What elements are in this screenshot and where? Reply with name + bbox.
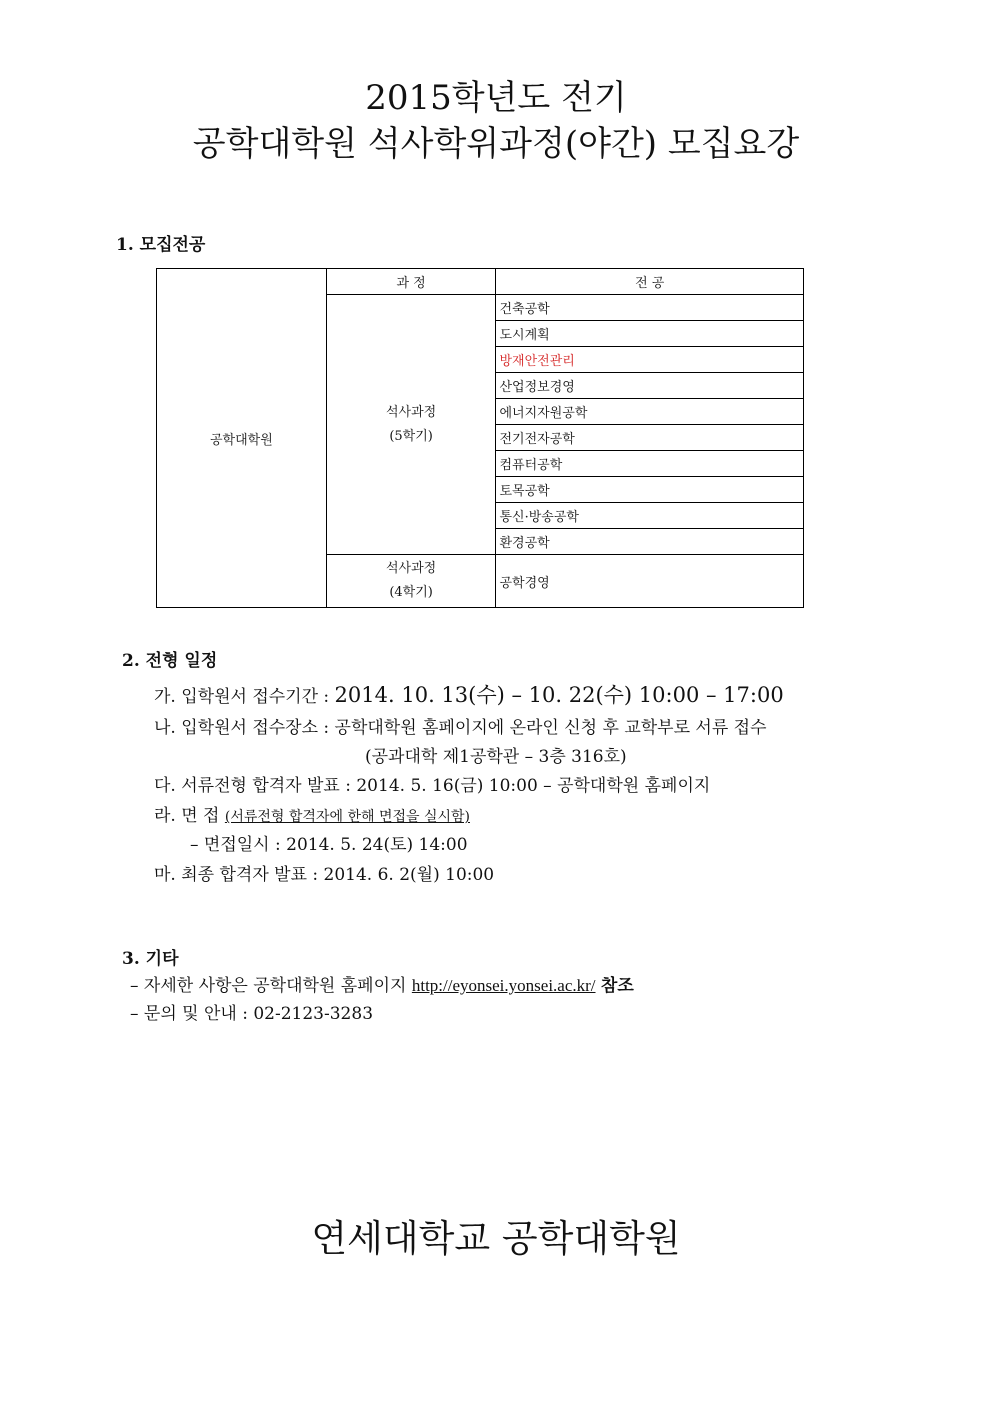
major-cell: 공학경영: [496, 555, 804, 608]
application-period-value: 2014. 10. 13(수) – 10. 22(수) 10:00 – 17:00: [334, 683, 784, 707]
section1-heading: 1. 모집전공: [116, 235, 206, 255]
course-4-name: 석사과정: [385, 561, 437, 576]
footer-institution: 연세대학교 공학대학원: [311, 1217, 681, 1260]
schedule-application-period: [154, 679, 784, 709]
major-cell: 토목공학: [496, 477, 804, 503]
schedule-interview: [154, 801, 470, 826]
etc-homepage-text: – 자세한 사항은 공학대학원 홈페이지: [130, 976, 407, 996]
document-title-line2: 공학대학원 석사학위과정(야간) 모집요강: [192, 124, 800, 164]
course-5-term: (5학기): [389, 428, 433, 444]
major-cell: 건축공학: [496, 295, 804, 321]
interview-label: 라. 면 접: [154, 806, 220, 826]
major-cell: 산업정보경영: [496, 373, 804, 399]
course-4-cell: [326, 555, 496, 608]
course-5-cell: [326, 295, 496, 555]
application-place-detail: (공과대학 제1공학관 – 3층 316호): [365, 747, 627, 767]
schedule-application-place: 나. 입학원서 접수장소 : 공학대학원 홈페이지에 온라인 신청 후 교학부로 서류 접수: [154, 718, 767, 738]
document-title-line1: 2015학년도 전기: [365, 78, 627, 118]
etc-homepage-suffix: 참조: [600, 976, 634, 996]
major-cell: 환경공학: [496, 529, 804, 555]
interview-date: – 면접일시 : 2014. 5. 24(토) 14:00: [190, 835, 468, 855]
course-5-name: 석사과정: [385, 404, 437, 420]
major-cell: 통신·방송공학: [496, 503, 804, 529]
major-cell: 도시계획: [496, 321, 804, 347]
etc-homepage-line: [130, 971, 634, 996]
schedule-document-result: 다. 서류전형 합격자 발표 : 2014. 5. 16(금) 10:00 – 공학대학원 홈페이지: [154, 776, 711, 796]
school-cell: 공학대학원: [157, 269, 327, 608]
major-cell-highlighted: 방재안전관리: [496, 347, 804, 373]
section2-heading: 2. 전형 일정: [122, 651, 218, 671]
major-cell: 컴퓨터공학: [496, 451, 804, 477]
schedule-final-result: 마. 최종 합격자 발표 : 2014. 6. 2(월) 10:00: [154, 865, 495, 885]
major-cell: 전기전자공학: [496, 425, 804, 451]
header-major-cell: 전 공: [496, 269, 804, 295]
section3-heading: 3. 기타: [122, 949, 179, 969]
table-header-row: [157, 269, 804, 295]
homepage-link[interactable]: http://eyonsei.yonsei.ac.kr/: [411, 976, 596, 995]
interview-note: (서류전형 합격자에 한해 면접을 실시함): [224, 809, 470, 825]
majors-table: [156, 268, 804, 608]
application-period-label: 가. 입학원서 접수기간 :: [154, 687, 330, 707]
course-4-term: (4학기): [389, 585, 433, 600]
header-course-cell: 과 정: [326, 269, 496, 295]
major-cell: 에너지자원공학: [496, 399, 804, 425]
etc-contact-line: – 문의 및 안내 : 02-2123-3283: [130, 1004, 374, 1024]
